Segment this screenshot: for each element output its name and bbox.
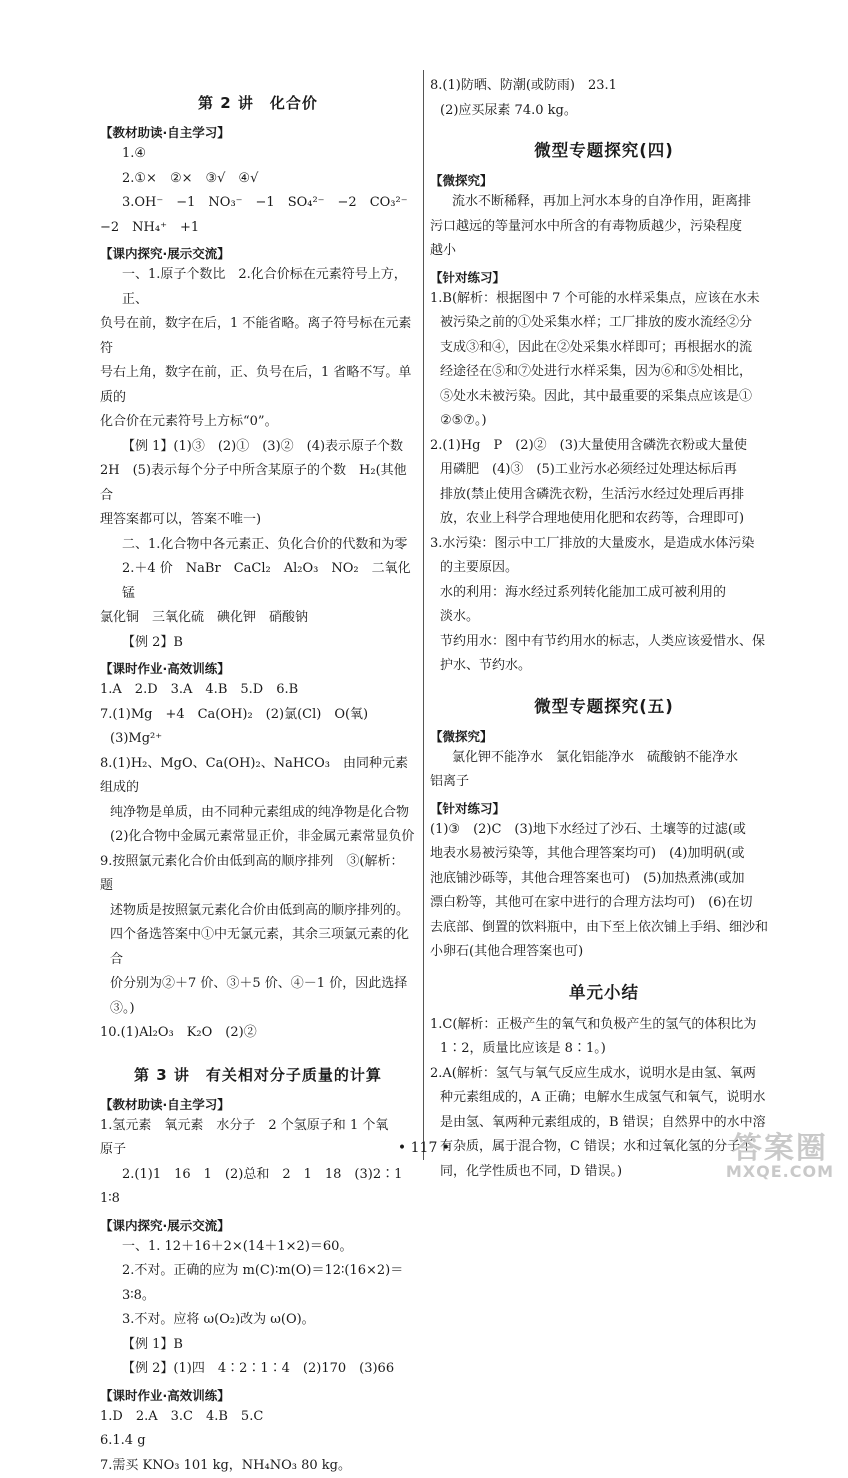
text-line: 2.(1)1 16 1 (2)总和 2 1 18 (3)2∶1 <box>100 1163 416 1188</box>
text-line: 的主要原因。 <box>430 556 778 581</box>
text-line: 经途径在⑤和⑦处进行水样采集，因为⑥和⑤处相比， <box>430 360 778 385</box>
text-line: 1.C(解析：正极产生的氧气和负极产生的氢气的体积比为 <box>430 1013 778 1038</box>
text-line: 【例 2】B <box>100 631 416 656</box>
text-line: 流水不断稀释，再加上河水本身的自净作用，距离排 <box>430 190 778 215</box>
text-line: 6.1.4 g <box>100 1429 416 1454</box>
text-line: 1.A 2.D 3.A 4.B 5.D 6.B <box>100 678 416 703</box>
section-heading: 【针对练习】 <box>430 799 778 817</box>
text-line: 放，农业上科学合理地使用化肥和农药等，合理即可) <box>430 507 778 532</box>
text-line: 池底铺沙砾等，其他合理答案也可) (5)加热煮沸(或加 <box>430 867 778 892</box>
text-line: 【例 1】(1)③ (2)① (3)② (4)表示原子个数 <box>100 435 416 460</box>
text-line: 化合价在元素符号上方标“0”。 <box>100 410 416 435</box>
text-line: 一、1. 12＋16＋2×(14＋1×2)＝60。 <box>100 1235 416 1260</box>
text-line: 9.按照氯元素化合价由低到高的顺序排列 ③(解析：题 <box>100 850 416 899</box>
text-line: 1.氢元素 氧元素 水分子 2 个氢原子和 1 个氧 <box>100 1114 416 1139</box>
text-line: 淡水。 <box>430 605 778 630</box>
section-heading: 【教材助读·自主学习】 <box>100 1095 416 1113</box>
text-line: 3.水污染：图示中工厂排放的大量废水，是造成水体污染 <box>430 532 778 557</box>
text-line: ⑤处水未被污染。因此，其中最重要的采集点应该是① <box>430 385 778 410</box>
text-line: (2)化合物中金属元素常显正价，非金属元素常显负价 <box>100 825 416 850</box>
lesson2-title: 第 2 讲 化合价 <box>100 92 416 113</box>
text-line: 污口越远的等量河水中所含的有毒物质越少，污染程度 <box>430 215 778 240</box>
text-line: ②⑤⑦。) <box>430 409 778 434</box>
summary-title: 单元小结 <box>430 979 778 1003</box>
text-line: 1.D 2.A 3.C 4.B 5.C <box>100 1405 416 1430</box>
text-line: 一、1.原子个数比 2.化合价标在元素符号上方，正、 <box>100 263 416 312</box>
lesson3-title: 第 3 讲 有关相对分子质量的计算 <box>100 1064 416 1085</box>
section-heading: 【微探究】 <box>430 727 778 745</box>
text-line: 纯净物是单质，由不同种元素组成的纯净物是化合物 <box>100 801 416 826</box>
text-line: 种元素组成的，A 正确；电解水生成氢气和氧气，说明水 <box>430 1086 778 1111</box>
text-line: 小卵石(其他合理答案也可) <box>430 940 778 965</box>
text-line: 1∶8 <box>100 1187 416 1212</box>
text-line: 【例 2】(1)四 4∶2∶1∶4 (2)170 (3)66 <box>100 1357 416 1382</box>
text-line: 被污染之前的①处采集水样；工厂排放的废水流经②分 <box>430 311 778 336</box>
text-line: 护水、节约水。 <box>430 654 778 679</box>
text-line: 漂白粉等，其他可在家中进行的合理方法均可) (6)在切 <box>430 891 778 916</box>
text-line: 去底部、倒置的饮料瓶中，由下至上依次铺上手绢、细沙和 <box>430 916 778 941</box>
text-line: 2.＋4 价 NaBr CaCl₂ Al₂O₃ NO₂ 二氧化锰 <box>100 557 416 606</box>
text-line: 2.①× ②× ③√ ④√ <box>100 167 416 192</box>
text-line: 10.(1)Al₂O₃ K₂O (2)② <box>100 1021 416 1046</box>
text-line: 1.B(解析：根据图中 7 个可能的水样采集点，应该在水未 <box>430 287 778 312</box>
text-line: (3)Mg²⁺ <box>100 727 416 752</box>
text-line: 1∶2，质量比应该是 8∶1。) <box>430 1037 778 1062</box>
section-heading: 【课内探究·展示交流】 <box>100 244 416 262</box>
text-line: 负号在前，数字在后，1 不能省略。离子符号标在元素符 <box>100 312 416 361</box>
text-line: 号右上角，数字在前，正、负号在后，1 省略不写。单质的 <box>100 361 416 410</box>
text-line: 四个备选答案中①中无氯元素，其余三项氯元素的化合 <box>100 923 416 972</box>
text-line: 7.需买 KNO₃ 101 kg，NH₄NO₃ 80 kg。 <box>100 1454 416 1478</box>
right-column <box>430 74 778 1184</box>
text-line: 述物质是按照氯元素化合价由低到高的顺序排列的。 <box>100 899 416 924</box>
section-heading: 【课内探究·展示交流】 <box>100 1216 416 1234</box>
left-column <box>100 74 416 1478</box>
text-line: 1.④ <box>100 142 416 167</box>
text-line: 3.不对。应将 ω(O₂)改为 ω(O)。 <box>100 1308 416 1333</box>
text-line: 铝离子 <box>430 770 778 795</box>
text-line: 8.(1)H₂、MgO、Ca(OH)₂、NaHCO₃ 由同种元素组成的 <box>100 752 416 801</box>
text-line: 2.A(解析：氢气与氧气反应生成水，说明水是由氢、氧两 <box>430 1062 778 1087</box>
text-line: 氯化铜 三氧化硫 碘化钾 硝酸钠 <box>100 606 416 631</box>
text-line: 2.(1)Hg P (2)② (3)大量使用含磷洗衣粉或大量使 <box>430 434 778 459</box>
site-watermark <box>726 1134 834 1180</box>
text-line: 同，化学性质也不同，D 错误。) <box>430 1160 778 1185</box>
text-line: 7.(1)Mg +4 Ca(OH)₂ (2)氯(Cl) O(氧) <box>100 703 416 728</box>
text-line: 越小 <box>430 239 778 264</box>
section-heading: 【教材助读·自主学习】 <box>100 123 416 141</box>
section-heading: 【微探究】 <box>430 171 778 189</box>
column-divider <box>423 70 424 1160</box>
text-line: 是由氢、氧两种元素组成的，B 错误；自然界中的水中溶 <box>430 1111 778 1136</box>
text-line: 理答案都可以，答案不唯一) <box>100 508 416 533</box>
text-line: 地表水易被污染等，其他合理答案均可) (4)加明矾(或 <box>430 842 778 867</box>
text-line: 有杂质，属于混合物，C 错误；水和过氧化氢的分子不 <box>430 1135 778 1160</box>
text-line: 节约用水：图中有节约用水的标志，人类应该爱惜水、保 <box>430 630 778 655</box>
watermark-logo: 答案圈 <box>726 1134 834 1164</box>
text-line: 原子 <box>100 1138 416 1163</box>
text-line: 【例 1】B <box>100 1333 416 1358</box>
text-line: 二、1.化合物中各元素正、负化合价的代数和为零 <box>100 533 416 558</box>
text-line: 8.(1)防晒、防潮(或防雨) 23.1 <box>430 74 778 99</box>
section-heading: 【针对练习】 <box>430 268 778 286</box>
page-number: • 117 • <box>0 1140 848 1156</box>
watermark-url: MXQE.COM <box>726 1164 834 1180</box>
text-line: 2.不对。正确的应为 m(C)∶m(O)＝12∶(16×2)＝3∶8。 <box>100 1259 416 1308</box>
section-heading: 【课时作业·高效训练】 <box>100 659 416 677</box>
text-line: −2 NH₄⁺ +1 <box>100 216 416 241</box>
text-line: (1)③ (2)C (3)地下水经过了沙石、土壤等的过滤(或 <box>430 818 778 843</box>
text-line: 排放(禁止使用含磷洗衣粉，生活污水经过处理后再排 <box>430 483 778 508</box>
text-line: 氯化钾不能净水 氯化铝能净水 硫酸钠不能净水 <box>430 746 778 771</box>
section-heading: 【课时作业·高效训练】 <box>100 1386 416 1404</box>
text-line: 水的利用：海水经过系列转化能加工成可被利用的 <box>430 581 778 606</box>
text-line: 支成③和④，因此在②处采集水样即可；再根据水的流 <box>430 336 778 361</box>
text-line: (2)应买尿素 74.0 kg。 <box>430 99 778 124</box>
text-line: 用磷肥 (4)③ (5)工业污水必须经过处理达标后再 <box>430 458 778 483</box>
topic5-title: 微型专题探究(五) <box>430 693 778 717</box>
text-line: 2H (5)表示每个分子中所含某原子的个数 H₂(其他合 <box>100 459 416 508</box>
text-line: 3.OH⁻ −1 NO₃⁻ −1 SO₄²⁻ −2 CO₃²⁻ <box>100 191 416 216</box>
topic4-title: 微型专题探究(四) <box>430 137 778 161</box>
text-line: 价分别为②＋7 价、③＋5 价、④－1 价，因此选择③。) <box>100 972 416 1021</box>
